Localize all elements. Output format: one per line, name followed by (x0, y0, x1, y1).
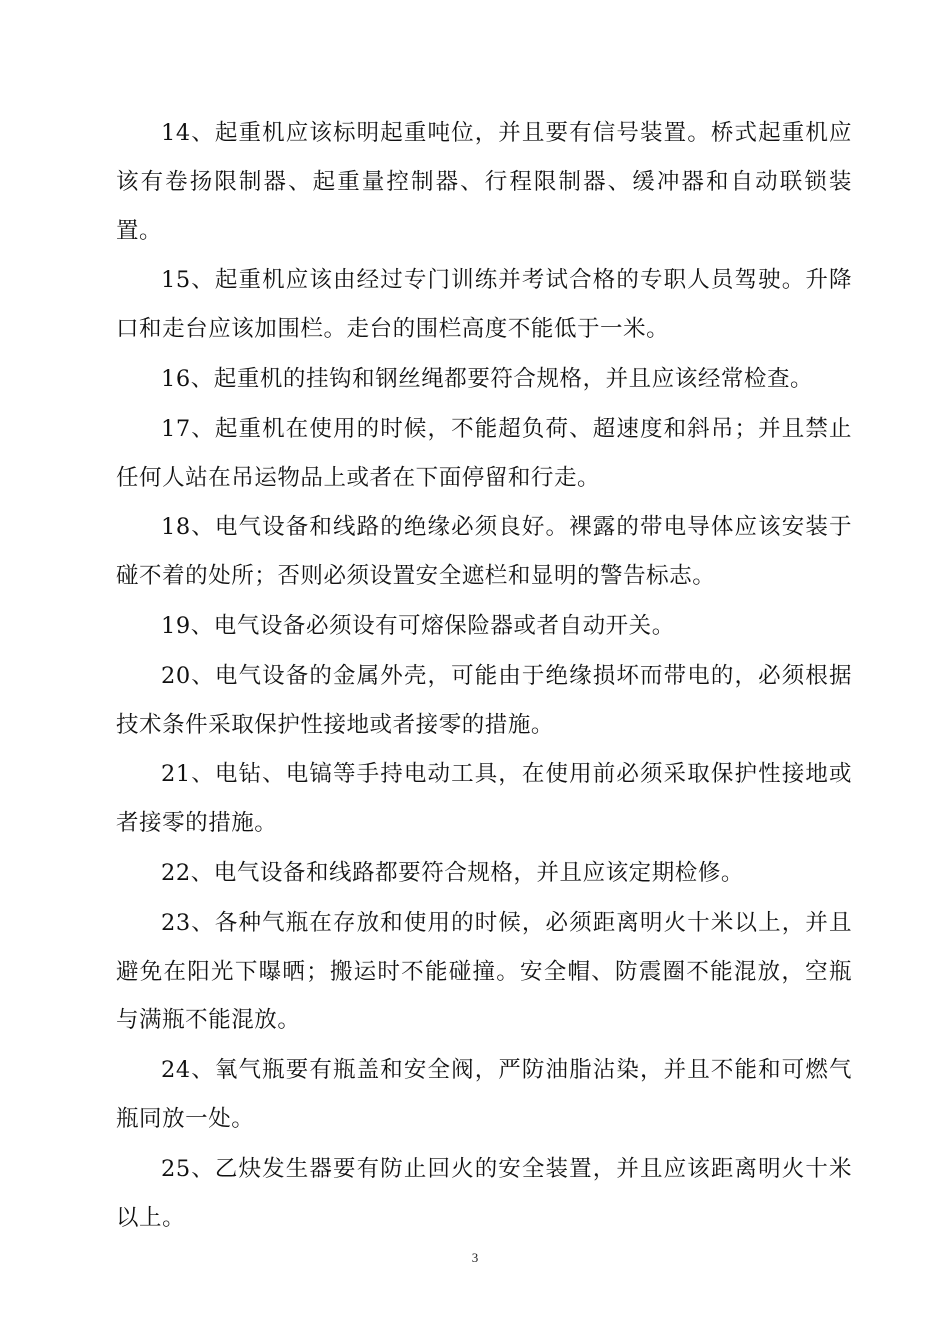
document-body (116, 109, 852, 1243)
page-number: 3 (471, 1250, 479, 1265)
paragraph-15: 15、起重机应该由经过专门训练并考试合格的专职人员驾驶。升降口和走台应该加围栏。走台的围栏高度不能低于一米。 (116, 267, 852, 343)
paragraph-17: 17、起重机在使用的时候，不能超负荷、超速度和斜吊；并且禁止任何人站在吊运物品上或者在下面停留和行走。 (116, 415, 852, 491)
paragraph-18: 18、电气设备和线路的绝缘必须良好。裸露的带电导体应该安装于碰不着的处所；否则必须设置安全遮栏和显明的警告标志。 (116, 514, 852, 590)
paragraph-21: 21、电钻、电镐等手持电动工具，在使用前必须采取保护性接地或者接零的措施。 (116, 761, 852, 837)
paragraph-22: 22、电气设备和线路都要符合规格，并且应该定期检修。 (161, 859, 744, 886)
paragraph-14: 14、起重机应该标明起重吨位，并且要有信号装置。桥式起重机应该有卷扬限制器、起重量控制器、行程限制器、缓冲器和自动联锁装置。 (116, 120, 852, 244)
paragraph-19: 19、电气设备必须设有可熔保险器或者自动开关。 (161, 612, 675, 639)
paragraph-25: 25、乙炔发生器要有防止回火的安全装置，并且应该距离明火十米以上。 (116, 1155, 852, 1231)
paragraph-16: 16、起重机的挂钩和钢丝绳都要符合规格，并且应该经常检查。 (161, 365, 814, 392)
paragraph-23: 23、各种气瓶在存放和使用的时候，必须距离明火十米以上，并且避免在阳光下曝晒；搬运时不能碰撞。安全帽、防震圈不能混放，空瓶与满瓶不能混放。 (116, 909, 852, 1034)
paragraph-20: 20、电气设备的金属外壳，可能由于绝缘损坏而带电的，必须根据技术条件采取保护性接地或者接零的措施。 (116, 662, 852, 738)
paragraph-24: 24、氧气瓶要有瓶盖和安全阀，严防油脂沾染，并且不能和可燃气瓶同放一处。 (116, 1057, 852, 1132)
